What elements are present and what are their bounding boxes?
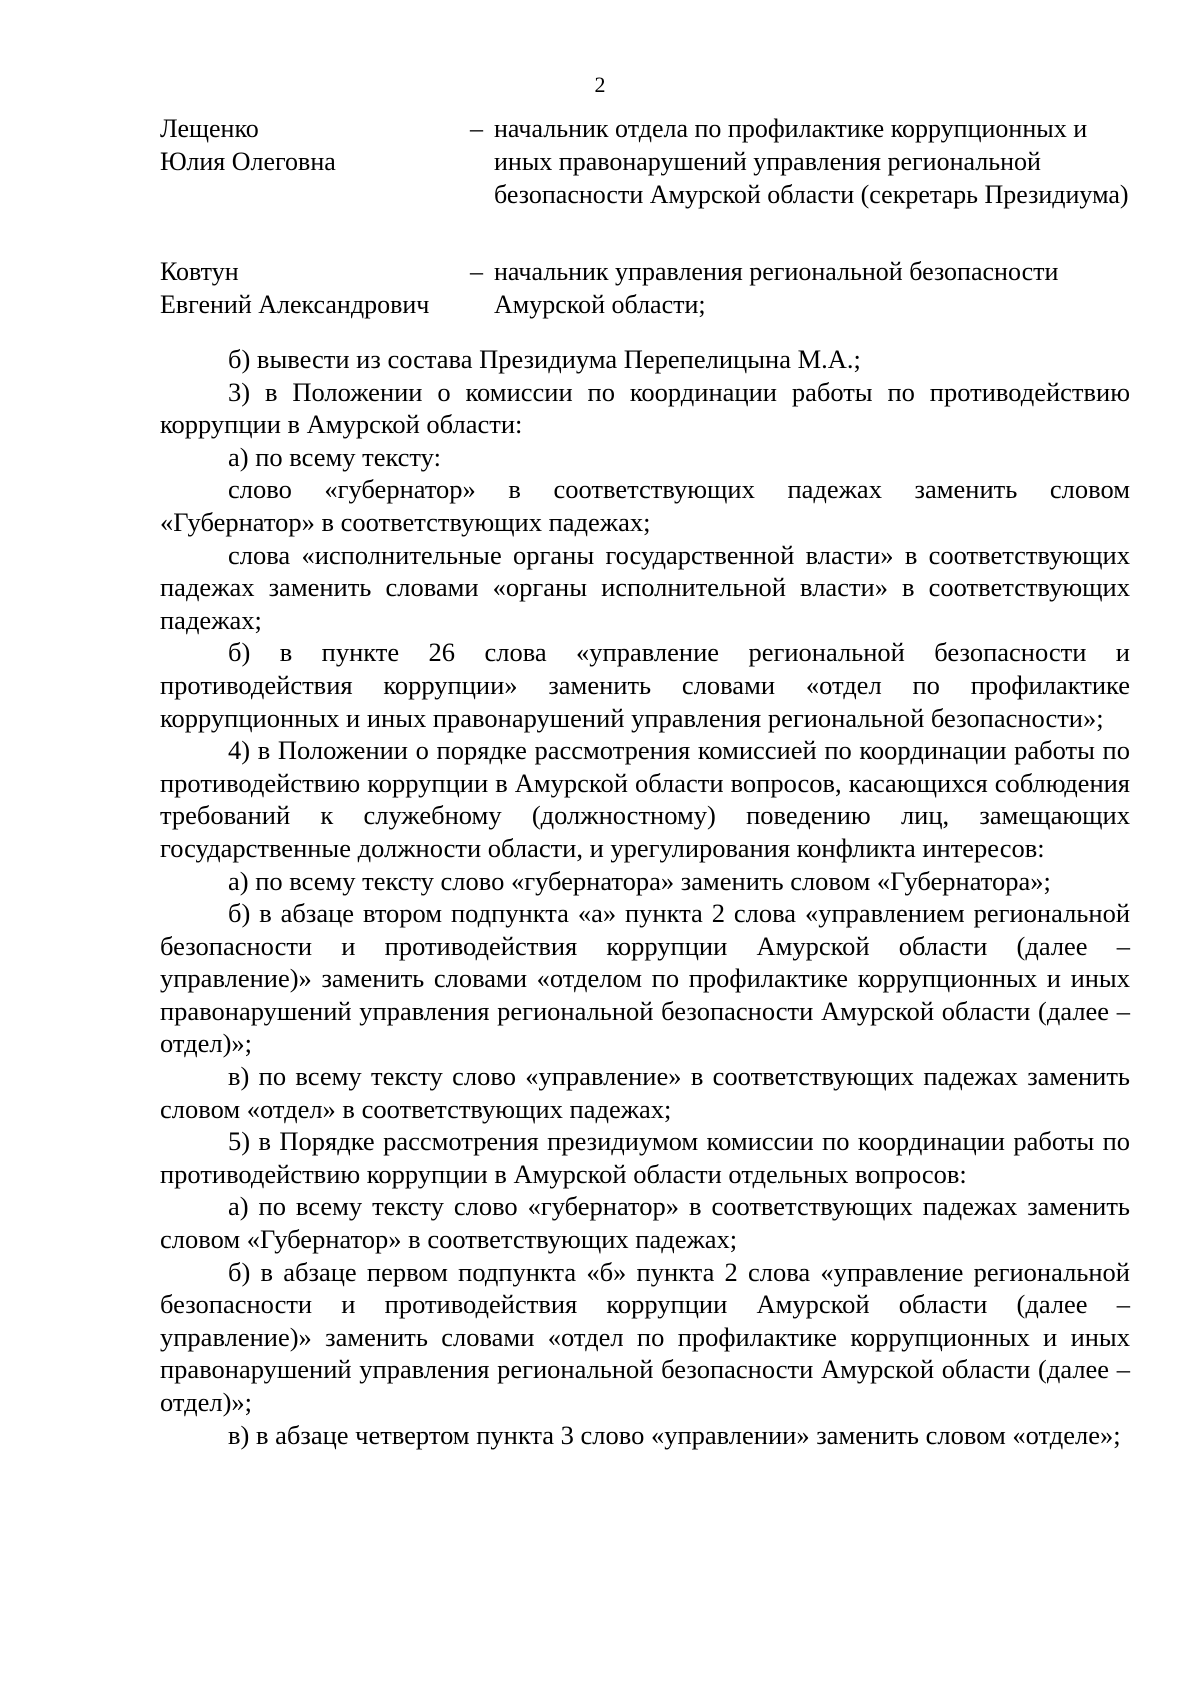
paragraph: б) вывести из состава Президиума Перепелицына М.А.; [228, 344, 861, 374]
paragraph: а) по всему тексту слово «губернатора» заменить словом «Губернатора»; [228, 865, 1051, 896]
role-dash: – [470, 114, 483, 143]
paragraph: слова «исполнительные органы государственной власти» в соответствующих падежах заменить словами «органы исполнительной власти» в соответствующих падежах; [160, 539, 1130, 635]
paragraph: слово «губернатор» в соответствующих падежах заменить словом «Губернатор» в соответствующих падежах; [160, 474, 1130, 537]
member-list [160, 112, 1130, 321]
role-dash: – [470, 257, 483, 286]
paragraph: в) по всему тексту слово «управление» в соответствующих падежах заменить словом «отдел» в соответствующих падежах; [160, 1061, 1130, 1124]
document-body [160, 343, 1130, 1451]
member-name [160, 112, 470, 211]
paragraph: 4) в Положении о порядке рассмотрения комиссией по координации работы по противодействию коррупции в Амурской области вопросов, касающихся соблюдения требований к служебному (должностному) поведению лиц, замещающих государственные должности области, и урегулирования конфликта интересов: [160, 735, 1130, 863]
paragraph: б) в абзаце первом подпункта «б» пункта 2 слова «управление региональной безопасности и противодействия коррупции Амурской области (далее – управление)» заменить словами «отдел по профилактике коррупционных и иных правонарушений управления региональной безопасности Амурской области (далее – отдел)»; [160, 1256, 1130, 1417]
member-role-text: начальник отдела по профилактике коррупционных и иных правонарушений управления региональной безопасности Амурской области (секретарь Президиума) [494, 114, 1129, 209]
paragraph: а) по всему тексту: [228, 441, 441, 472]
member-entry [160, 255, 1130, 321]
member-role [470, 112, 1130, 211]
paragraph: в) в абзаце четвертом пункта 3 слово «управлении» заменить словом «отделе»; [228, 1419, 1121, 1450]
page-number: 2 [594, 72, 606, 97]
member-name [160, 255, 470, 321]
member-surname: Лещенко [160, 114, 259, 143]
member-given-names: Юлия Олеговна [160, 147, 336, 176]
member-given-names: Евгений Александрович [160, 290, 430, 319]
paragraph: б) в пункте 26 слова «управление региональной безопасности и противодействия коррупции» заменить словами «отдел по профилактике коррупционных и иных правонарушений управления региональной безопасности»; [160, 637, 1130, 733]
member-role-text: начальник управления региональной безопасности Амурской области; [494, 257, 1059, 319]
paragraph: 5) в Порядке рассмотрения президиумом комиссии по координации работы по противодействию коррупции в Амурской области отдельных вопросов: [160, 1126, 1130, 1189]
paragraph: а) по всему тексту слово «губернатор» в соответствующих падежах заменить словом «Губернатор» в соответствующих падежах; [160, 1191, 1130, 1255]
paragraph: 3) в Положении о комиссии по координации работы по противодействию коррупции в Амурской области: [160, 376, 1130, 440]
paragraph: б) в абзаце втором подпункта «а» пункта 2 слова «управлением региональной безопасности и противодействия коррупции Амурской области (далее – управление)» заменить словами «отделом по профилактике коррупционных и иных правонарушений управления региональной безопасности Амурской области (далее – отдел)»; [160, 898, 1130, 1059]
member-surname: Ковтун [160, 257, 239, 286]
member-entry [160, 112, 1130, 211]
member-role [470, 255, 1130, 321]
